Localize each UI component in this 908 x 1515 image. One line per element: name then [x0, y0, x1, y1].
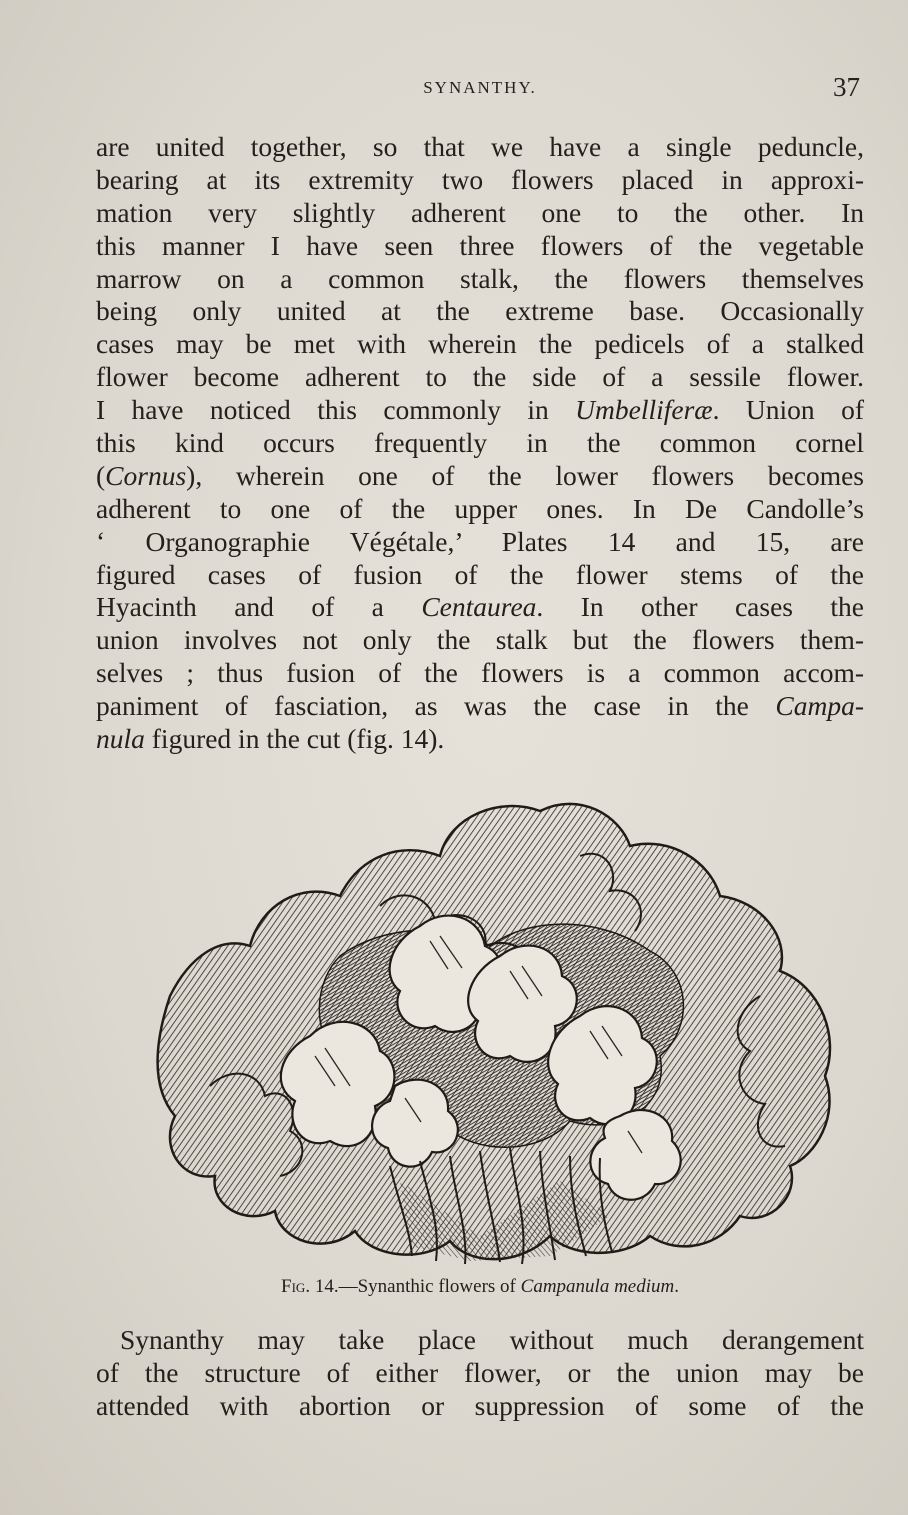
taxon-name: Centaurea [421, 591, 537, 623]
figure-14-engraving [150, 786, 840, 1272]
paragraph-1 [96, 131, 864, 756]
running-head [96, 72, 864, 108]
text-line: of the structure of either flower, or the union may be [96, 1356, 864, 1388]
taxon-name: Cornus [105, 459, 187, 491]
text-line: marrow on a common stalk, the flowers themselves [96, 262, 864, 294]
text-line: this kind occurs frequently in the common cornel [96, 427, 864, 459]
text-line: figured cases of fusion of the flower stems of the [96, 558, 864, 590]
running-head-title: SYNANTHY. [423, 78, 537, 97]
text-line: this manner I have seen three flowers of the vegetable [96, 229, 864, 261]
taxon-name: Campa- [775, 690, 864, 722]
text-line: mation very slightly adherent one to the other. In [96, 196, 864, 228]
text-line: nula figured in the cut (fig. 14). [96, 723, 445, 755]
text-line: attended with abortion or suppression of some of the [96, 1389, 864, 1421]
text-line: bearing at its extremity two flowers placed in approxi- [96, 163, 864, 195]
text-line: paniment of fasciation, as was the case in the Campa- [96, 690, 864, 722]
text-line: (Cornus), wherein one of the lower flowers becomes [96, 459, 864, 491]
figure-caption: Fig. 14.—Synanthic flowers of Campanula medium. [281, 1276, 679, 1297]
text-line: I have noticed this commonly in Umbelliferæ. Union of [96, 394, 864, 426]
caption-taxon: Campanula medium [520, 1276, 675, 1297]
text-line: are united together, so that we have a single peduncle, [96, 131, 864, 162]
paragraph-2 [96, 1324, 864, 1423]
taxon-name: Umbelliferæ [575, 394, 713, 426]
text-line: flower become adherent to the side of a sessile flower. [96, 361, 864, 393]
text-line: Synanthy may take place without much derangement [120, 1324, 864, 1355]
text-line: selves ; thus fusion of the flowers is a common accom- [96, 657, 864, 689]
text-line: Hyacinth and of a Centaurea. In other cases the [96, 591, 865, 623]
text-line: union involves not only the stalk but the flowers them- [96, 624, 864, 656]
taxon-name: nula [96, 723, 145, 755]
figure-label: Fig. 14. [281, 1276, 339, 1297]
text-line: adherent to one of the upper ones. In De Candolle’s [96, 492, 864, 524]
page-number: 37 [833, 72, 860, 102]
synanthic-flowers-illustration [150, 786, 840, 1272]
text-line: ‘ Organographie Végétale,’ Plates 14 and 15, are [96, 525, 864, 557]
text-line: being only united at the extreme base. Occasionally [96, 295, 864, 327]
text-line: cases may be met with wherein the pedicels of a stalked [96, 328, 864, 360]
